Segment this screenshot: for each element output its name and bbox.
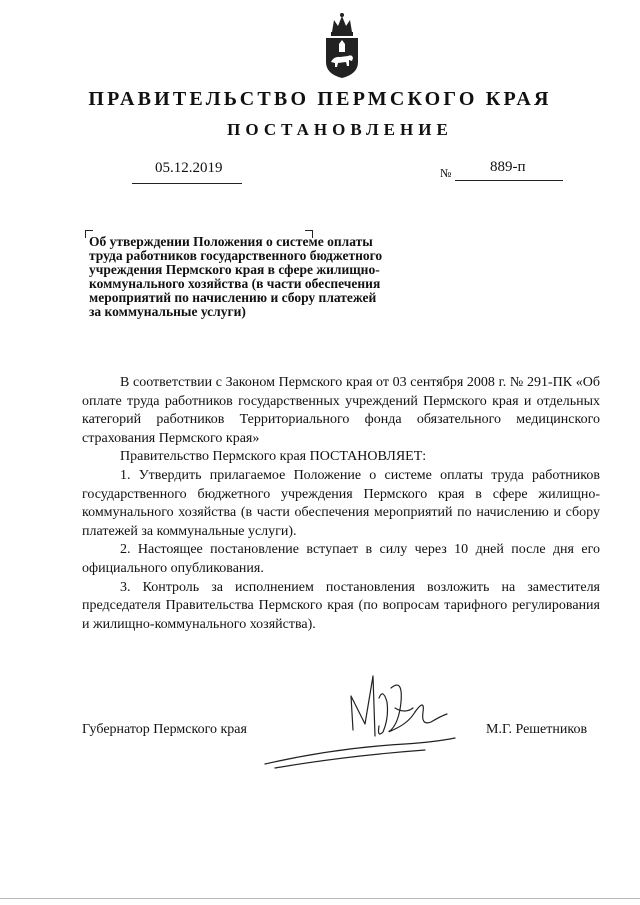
subject-line: Об утверждении Положения о системе оплаты [89,234,373,249]
coat-of-arms-emblem [322,10,362,80]
scan-edge-line [0,898,640,899]
number-sign: № [440,166,452,180]
signatory-name: М.Г. Решетников [486,722,588,737]
subject-line: мероприятий по начислению и сбору платежей [89,290,377,305]
body-paragraph-resolves: Правительство Пермского края ПОСТАНОВЛЯЕТ: [120,449,427,465]
date-underline [132,183,242,184]
handwritten-signature [255,668,465,778]
body-paragraph-item-3: 3. Контроль за исполнением постановления возложить на заместителя председателя Правительства Пермского края (по вопросам тарифного регулирования и жилищно-коммунального хозяйства). [82,579,600,632]
subject-line: учреждения Пермского края в сфере жилищно- [89,262,380,277]
number-underline [455,180,563,181]
body-paragraph-item-1: 1. Утвердить прилагаемое Положение о системе оплаты труда работников государственного бюджетного учреждения Пермского края в сфере жилищно-коммунального хозяйства (в части обеспечения мероприятий по начислению и сбору платежей за коммунальные услуги). [82,467,600,539]
document-body [82,374,600,634]
body-paragraph-preamble: В соответствии с Законом Пермского края от 03 сентября 2008 г. № 291-ПК «Об оплате труда работников государственных учреждений Пермского края и отдельных категорий работников Территориального фонда обязательного медицинского страхования Пермского края» [82,375,600,446]
subject-line: за коммунальные услуги) [89,304,246,319]
document-date: 05.12.2019 [155,160,223,176]
document-number: 889-п [490,159,526,175]
signatory-role: Губернатор Пермского края [82,722,247,737]
subject-line: труда работников государственного бюджетного [89,248,383,263]
document-subject [89,235,434,319]
body-paragraph-item-2: 2. Настоящее постановление вступает в силу через 10 дней после дня его официального опубликования. [82,542,600,576]
subject-line: коммунального хозяйства (в части обеспечения [89,276,381,291]
document-type-title: ПОСТАНОВЛЕНИЕ [227,120,453,139]
government-title: ПРАВИТЕЛЬСТВО ПЕРМСКОГО КРАЯ [88,88,552,110]
